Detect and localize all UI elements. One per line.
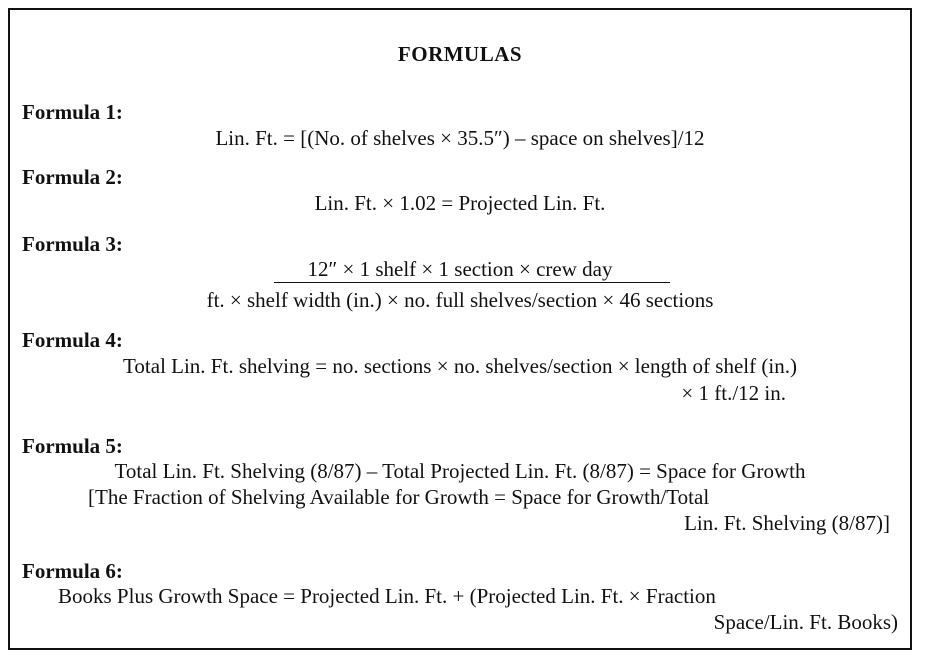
formula-4-continuation: × 1 ft./12 in. (681, 381, 786, 405)
formula-1-label: Formula 1: (22, 100, 123, 124)
formula-5-expression: Total Lin. Ft. Shelving (8/87) – Total Projected Lin. Ft. (8/87) = Space for Growth (114, 459, 806, 483)
formula-4-label: Formula 4: (22, 328, 123, 352)
formula-3-numerator: 12″ × 1 shelf × 1 section × crew day (307, 257, 613, 281)
formula-3-label: Formula 3: (22, 232, 123, 256)
formulas-box (8, 8, 912, 650)
formula-2-label: Formula 2: (22, 165, 123, 189)
formula-3-denominator: ft. × shelf width (in.) × no. full shelves/section × 46 sections (206, 288, 714, 312)
page-title: FORMULAS (397, 42, 523, 66)
formula-6-continuation: Space/Lin. Ft. Books) (713, 610, 898, 634)
fraction-bar (274, 282, 670, 283)
formula-5-note: [The Fraction of Shelving Available for Growth = Space for Growth/Total (88, 485, 710, 509)
formula-2-expression: Lin. Ft. × 1.02 = Projected Lin. Ft. (314, 191, 606, 215)
formula-4-expression: Total Lin. Ft. shelving = no. sections × no. shelves/section × length of shelf (in.) (123, 354, 797, 378)
formula-6-label: Formula 6: (22, 559, 123, 583)
formula-1-expression: Lin. Ft. = [(No. of shelves × 35.5″) – space on shelves]/12 (215, 126, 705, 150)
formula-5-label: Formula 5: (22, 434, 123, 458)
formula-5-note-continuation: Lin. Ft. Shelving (8/87)] (684, 511, 890, 535)
formula-6-expression: Books Plus Growth Space = Projected Lin. Ft. + (Projected Lin. Ft. × Fraction (58, 584, 716, 608)
